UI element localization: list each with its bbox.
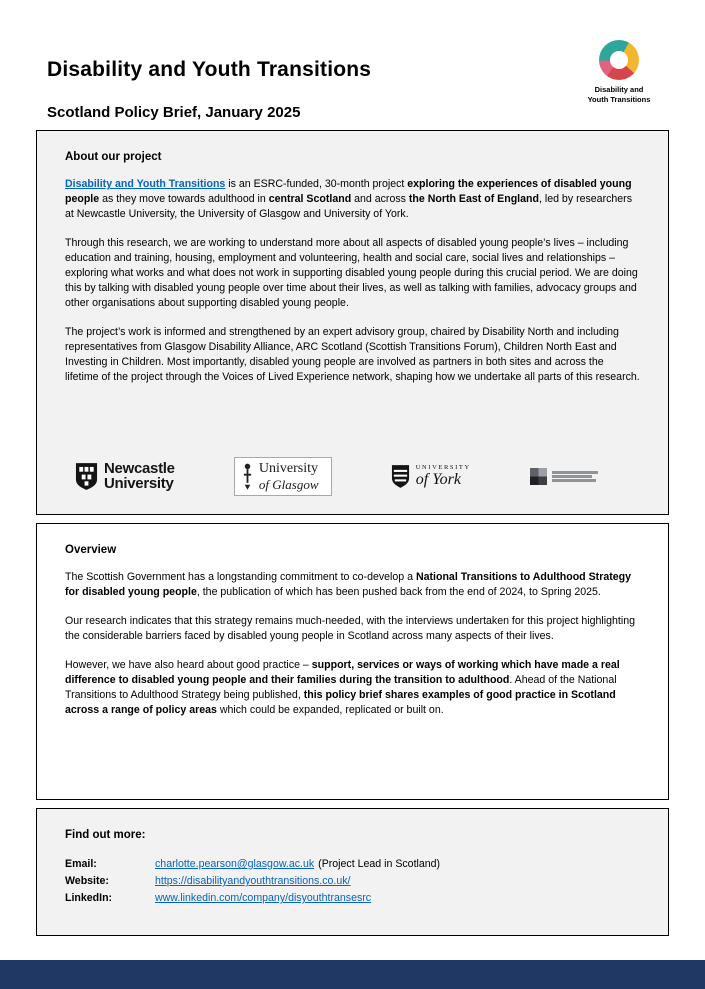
newcastle-logo-line2: University (104, 474, 174, 492)
text-segment: and across (351, 193, 409, 206)
website-link[interactable]: https://disabilityandyouthtransitions.co.uk/ (155, 875, 351, 887)
contact-value (155, 875, 351, 887)
text-segment: support, services or ways of working which have made a real difference to disabled young people and their families during the transition to adulthood (65, 659, 620, 687)
contact-row-linkedin (65, 892, 640, 904)
linkedin-link[interactable]: www.linkedin.com/company/disyouthtransesrc (155, 892, 372, 904)
page-subtitle: Scotland Policy Brief, January 2025 (47, 104, 301, 122)
newcastle-logo-line1: Newcastle (104, 460, 175, 478)
text-segment: as they move towards adulthood in (99, 193, 269, 206)
york-logo-line2: of York (415, 471, 461, 489)
overview-paragraph-1 (65, 570, 640, 600)
project-logo-caption (577, 85, 661, 105)
text-segment: this policy brief shares examples of good practice in Scotland across a range of policy areas (65, 689, 616, 717)
project-website-inline-link[interactable]: Disability and Youth Transitions (65, 178, 226, 190)
york-logo-text (416, 465, 471, 489)
university-of-glasgow-logo (234, 457, 332, 496)
text-segment: the North East of England (408, 193, 539, 206)
university-of-york-logo (391, 464, 471, 489)
text-segment: Through this research, we are working to understand more about all aspects of disabled young people’s lives – including education and training, housing, employment and volunteering, health and social care, social lives and relationships – exploring what works and what does not work in supporting disabled young people during this crucial period. We are doing this by talking with disabled young people over time about their lives, as well as talking with families, advocacy groups and other organisations about supporting disabled young people. (65, 237, 638, 310)
website-label: Website: (65, 875, 109, 887)
find-out-more-heading: Find out more: (65, 829, 146, 841)
text-segment: , led by researchers at Newcastle University, the University of Glasgow and University of York. (65, 193, 633, 221)
text-segment: The project’s work is informed and strengthened by an expert advisory group, chaired by Disability North and including representatives from Glasgow Disability Alliance, ARC Scotland (Scottish Transitions Forum), Children North East and Investing in Children. Most importantly, disabled young people are involved as partners in both sites and across the lifetime of the project through the Voices of Lived Experience network, shaping how we undertake all parts of this research. (65, 326, 640, 384)
contact-value (155, 892, 371, 904)
footer-accent-bar (0, 960, 705, 989)
partner-logos-row (75, 457, 598, 496)
text-segment: central Scotland (268, 193, 352, 206)
contact-row-website (65, 875, 640, 887)
about-heading: About our project (65, 151, 162, 163)
about-paragraph-2 (65, 236, 640, 311)
page-title: Disability and Youth Transitions (47, 58, 372, 82)
glasgow-logo-text (259, 462, 319, 491)
newcastle-logo-text (104, 462, 175, 491)
newcastle-shield-icon (75, 462, 98, 491)
linkedin-label: LinkedIn: (65, 892, 113, 904)
text-segment: , the publication of which has been pushed back from the end of 2024, to Spring 2025. (196, 586, 601, 599)
text-segment: Our research indicates that this strategy remains much-needed, with the interviews undertaken for this project highlighting the considerable barriers faced by disabled young people in Scotland across many aspects of their lives. (65, 615, 635, 643)
text-segment: National Transitions to Adulthood Strategy for disabled young people (65, 571, 631, 599)
esrc-logo (530, 468, 598, 485)
text-segment: However, we have also heard about good practice – (65, 659, 312, 672)
text-segment: . Ahead of the National Transitions to Adulthood Strategy being published, (65, 674, 617, 702)
text-segment: The Scottish Government has a longstanding commitment to co-develop a (65, 571, 416, 583)
contact-rows (65, 858, 640, 904)
email-link[interactable]: charlotte.pearson@glasgow.ac.uk (155, 858, 315, 870)
glasgow-logo-line1: University (258, 461, 319, 476)
york-logo-line1: UNIVERSITY (415, 463, 471, 471)
find-out-more-section (36, 808, 669, 936)
email-label: Email: (65, 858, 97, 870)
project-logo-caption-line2: Youth Transitions (587, 95, 651, 105)
contact-value (155, 858, 440, 870)
contact-row-email (65, 858, 640, 870)
overview-section (36, 523, 669, 800)
esrc-text-lines (552, 469, 598, 483)
glasgow-logo-line2: of Glasgow (258, 477, 319, 492)
project-logo-caption-line1: Disability and (594, 85, 644, 94)
about-paragraph-1 (65, 177, 640, 222)
york-shield-icon (391, 464, 410, 489)
about-paragraph-3 (65, 325, 640, 385)
esrc-mark-icon (530, 468, 547, 485)
text-segment: which could be expanded, replicated or built on. (216, 704, 444, 717)
email-suffix: (Project Lead in Scotland) (318, 858, 441, 870)
newcastle-university-logo (75, 462, 175, 491)
overview-paragraph-3 (65, 658, 640, 718)
overview-paragraph-2 (65, 614, 640, 644)
overview-heading: Overview (65, 544, 117, 556)
about-section (36, 130, 669, 515)
glasgow-crest-icon (242, 462, 253, 491)
project-logo-icon (599, 40, 639, 80)
text-segment: exploring the experiences of disabled young people (65, 178, 632, 206)
project-logo (577, 40, 661, 105)
text-segment: is an ESRC-funded, 30-month project (225, 178, 408, 190)
